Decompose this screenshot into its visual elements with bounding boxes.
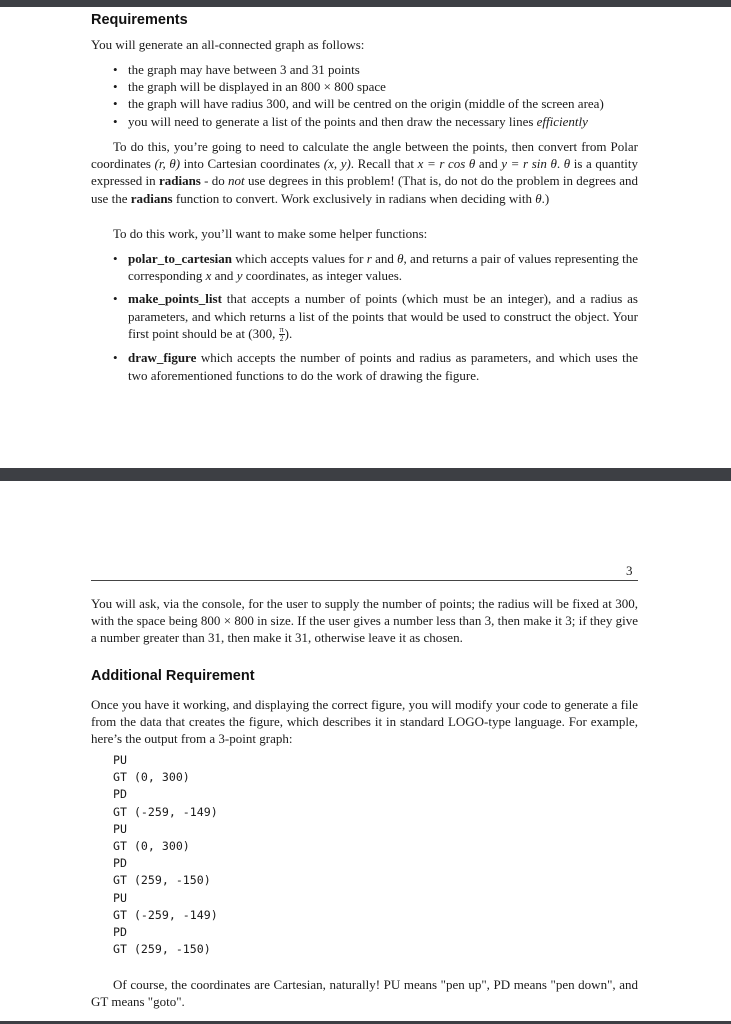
text: which accepts values for: [231, 251, 367, 266]
code-line: GT (0, 300): [113, 839, 190, 854]
math-point: ).: [284, 325, 293, 341]
text: and: [211, 268, 237, 284]
code-line: GT (-259, -149): [113, 804, 218, 819]
text: , and returns a pair of values representing the corresponding: [128, 251, 638, 284]
text: use degrees in this problem! (That is, do not do the problem in degrees and use the: [91, 173, 638, 206]
list-item: [106, 113, 638, 130]
closing-paragraph: Of course, the coordinates are Cartesian, naturally! PU means "pen up", PD means "pen down", and GT means "goto".: [91, 977, 638, 1010]
conversion-paragraph: [91, 138, 638, 207]
page-separator: [0, 468, 731, 481]
helper-item-make-points-list: [106, 290, 638, 343]
math-y: y: [236, 268, 243, 284]
list-item: • the graph will be displayed in an 800 × 800 space: [106, 78, 638, 95]
helper-item-polar-to-cartesian: [106, 250, 638, 284]
math-x-equation: x = r cos θ: [417, 156, 476, 172]
math-theta: θ: [563, 156, 571, 172]
text: coordinates, as integer values.: [242, 268, 403, 284]
requirements-heading: Requirements: [91, 12, 188, 28]
list-item-text: you will need to generate a list of the points and then draw the necessary lines: [128, 113, 534, 129]
code-line: PU: [113, 821, 127, 836]
text: To do this, you’re going to need to calculate the angle between the points, then convert from Polar coordinates: [91, 139, 638, 172]
code-line: GT (-259, -149): [113, 907, 218, 922]
code-line: GT (0, 300): [113, 770, 190, 785]
text: that accepts a number of points (which must be an integer), and a radius as parameters, and which returns a list of the points that would be used to construct the object. Your first point should be at: [128, 291, 638, 341]
bold-radians: radians: [158, 173, 201, 189]
text: into Cartesian coordinates: [180, 156, 324, 172]
text: .): [541, 190, 550, 206]
bold-radians: radians: [130, 190, 173, 206]
fraction-denominator: 2: [279, 334, 284, 344]
emphasis-text: efficiently: [536, 113, 588, 129]
code-line: GT (259, -150): [113, 873, 211, 888]
math-x: x: [205, 268, 212, 284]
code-line: GT (259, -150): [113, 942, 211, 957]
intro-paragraph: You will generate an all-connected graph as follows:: [91, 37, 365, 52]
code-line: PD: [113, 925, 127, 940]
console-input-paragraph: You will ask, via the console, for the user to supply the number of points; the radius will be fixed at 300, with the space being 800 × 800 in size. If the user gives a number less than 3, then make it 3; if they give a number greater than 31, then make it 31, otherwise leave it as chosen.: [91, 596, 638, 646]
text: and: [371, 251, 398, 266]
text: .: [556, 156, 564, 172]
math-polar: (r, θ): [154, 156, 181, 172]
header-rule: [91, 580, 638, 581]
text: is a quantity expressed in: [91, 156, 639, 189]
math-r: r: [366, 251, 372, 266]
text: function to convert. Work exclusively in radians when deciding with: [172, 190, 536, 206]
code-block: [113, 752, 218, 958]
function-name: draw_figure: [128, 350, 197, 366]
viewer-top-bar: [0, 0, 731, 7]
helper-functions-list: [106, 250, 638, 390]
text: and: [475, 156, 502, 172]
math-theta: θ: [397, 251, 404, 266]
additional-requirement-heading: Additional Requirement: [91, 668, 255, 684]
helper-item-draw-figure: [106, 349, 638, 383]
text: which accepts the number of points and radius as parameters, and which uses the two aforementioned functions to do the work of drawing the figure.: [128, 350, 638, 383]
text: - do: [200, 173, 229, 189]
math-point: (300,: [248, 325, 279, 341]
function-name: polar_to_cartesian: [128, 251, 232, 266]
code-line: PU: [113, 753, 127, 767]
list-item: • the graph may have between 3 and 31 points: [106, 61, 638, 78]
fraction-numerator: π: [279, 325, 284, 335]
emphasis-not: not: [228, 173, 245, 189]
list-item: • the graph will have radius 300, and will be centred on the origin (middle of the screen area): [106, 95, 638, 112]
page-number: 3: [626, 563, 633, 578]
text: . Recall that: [350, 156, 418, 172]
math-theta: θ: [535, 190, 542, 206]
math-y-equation: y = r sin θ: [501, 156, 557, 172]
requirements-list: [106, 61, 638, 130]
code-line: PD: [113, 787, 127, 802]
helpers-intro: To do this work, you’ll want to make some helper functions:: [113, 226, 428, 241]
code-line: PU: [113, 890, 127, 905]
logo-output-paragraph: Once you have it working, and displaying the correct figure, you will modify your code to generate a file from the data that creates the figure, which describes it in standard LOGO-type language. For example, here’s the output from a 3-point graph:: [91, 697, 638, 747]
function-name: make_points_list: [128, 291, 222, 307]
math-cartesian: (x, y): [323, 156, 351, 172]
code-line: PD: [113, 856, 127, 871]
